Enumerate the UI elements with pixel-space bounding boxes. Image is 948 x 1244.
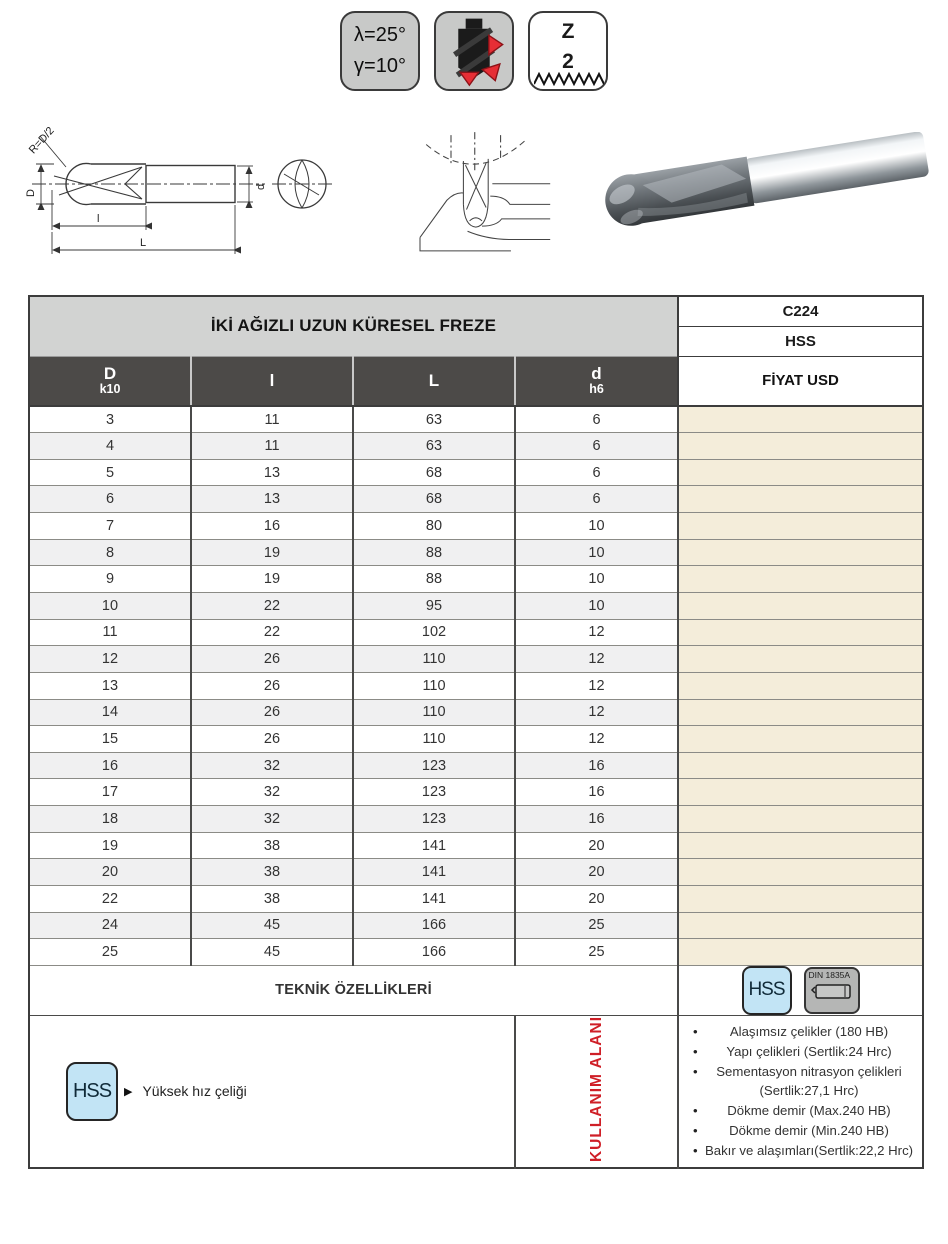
size-cell: 45 [191, 912, 353, 939]
table-row [29, 699, 923, 726]
table-row [29, 939, 923, 966]
size-cell: 9 [29, 566, 191, 593]
end-mill-line-drawing [20, 126, 338, 266]
size-cell: 13 [29, 672, 191, 699]
flute-count-badge [528, 11, 608, 91]
size-cell: 80 [353, 513, 515, 540]
price-cell [678, 433, 923, 460]
size-cell: 166 [353, 912, 515, 939]
usage-list [679, 1016, 922, 1167]
machining-sketch [406, 130, 558, 254]
size-cell: 10 [29, 592, 191, 619]
price-cell [678, 592, 923, 619]
size-cell: 12 [515, 699, 678, 726]
size-cell: 16 [515, 806, 678, 833]
technical-properties-title: TEKNİK ÖZELLİKLERİ [29, 965, 678, 1015]
size-cell: 12 [515, 619, 678, 646]
flute-length-label: l [97, 213, 100, 225]
size-cell: 4 [29, 433, 191, 460]
table-row [29, 859, 923, 886]
price-cell [678, 726, 923, 753]
size-cell: 141 [353, 886, 515, 913]
hss-badge: HSS [66, 1062, 118, 1121]
table-row [29, 779, 923, 806]
size-cell: 20 [515, 859, 678, 886]
size-cell: 123 [353, 806, 515, 833]
table-row [29, 566, 923, 593]
size-cell: 6 [515, 406, 678, 433]
size-cell: 102 [353, 619, 515, 646]
size-cell: 6 [515, 486, 678, 513]
table-row [29, 433, 923, 460]
helix-angle-label: λ=25° [354, 24, 406, 46]
price-cell [678, 939, 923, 966]
size-cell: 16 [191, 513, 353, 540]
size-cell: 10 [515, 592, 678, 619]
product-table [28, 295, 924, 1169]
hss-definition-cell [29, 1015, 515, 1167]
size-cell: 6 [515, 459, 678, 486]
table-row [29, 406, 923, 433]
size-cell: 123 [353, 752, 515, 779]
size-cell: 12 [29, 646, 191, 673]
table-row [29, 832, 923, 859]
size-cell: 10 [515, 513, 678, 540]
size-cell: 10 [515, 539, 678, 566]
size-cell: 88 [353, 566, 515, 593]
table-row [29, 726, 923, 753]
size-cell: 25 [515, 939, 678, 966]
size-cell: 13 [191, 459, 353, 486]
size-cell: 22 [191, 592, 353, 619]
size-cell: 6 [29, 486, 191, 513]
size-cell: 166 [353, 939, 515, 966]
size-cell: 38 [191, 859, 353, 886]
size-cell: 16 [29, 752, 191, 779]
size-cell: 17 [29, 779, 191, 806]
size-cell: 26 [191, 726, 353, 753]
hss-description: Yüksek hız çeliği [142, 1083, 247, 1100]
usage-item: • Yapı çelikleri (Sertlik:24 Hrc) [693, 1042, 914, 1062]
milling-direction-icon [434, 11, 514, 91]
table-row [29, 912, 923, 939]
size-cell: 14 [29, 699, 191, 726]
table-row [29, 459, 923, 486]
size-cell: 12 [515, 646, 678, 673]
size-cell: 12 [515, 726, 678, 753]
usage-item: • Dökme demir (Min.240 HB) [693, 1121, 914, 1141]
size-cell: 95 [353, 592, 515, 619]
table-row [29, 592, 923, 619]
table-row [29, 486, 923, 513]
price-cell [678, 699, 923, 726]
flute-letter: Z [561, 20, 575, 43]
size-cell: 13 [191, 486, 353, 513]
size-cell: 25 [515, 912, 678, 939]
product-photo [576, 132, 938, 256]
size-cell: 32 [191, 806, 353, 833]
dimension-drawing [20, 126, 338, 266]
price-cell [678, 672, 923, 699]
size-cell: 63 [353, 406, 515, 433]
product-material: HSS [678, 326, 923, 356]
size-cell: 141 [353, 832, 515, 859]
ball-nose-end-mill-photo [576, 132, 938, 256]
flute-count: 2 [562, 50, 574, 74]
product-title: İKİ AĞIZLI UZUN KÜRESEL FREZE [29, 296, 678, 356]
price-column-header: FİYAT USD [678, 356, 923, 406]
size-cell: 25 [29, 939, 191, 966]
size-cell: 6 [515, 433, 678, 460]
col-header-D: D k10 [29, 356, 191, 406]
size-cell: 38 [191, 886, 353, 913]
price-cell [678, 619, 923, 646]
price-cell [678, 566, 923, 593]
size-cell: 20 [515, 886, 678, 913]
size-cell: 110 [353, 726, 515, 753]
plunge-milling-icon [437, 14, 511, 88]
size-cell: 22 [29, 886, 191, 913]
hss-material-badge: HSS [742, 966, 792, 1015]
usage-item: • Dökme demir (Max.240 HB) [693, 1101, 914, 1121]
size-cell: 22 [191, 619, 353, 646]
price-cell [678, 806, 923, 833]
size-cell: 110 [353, 646, 515, 673]
price-cell [678, 912, 923, 939]
size-cell: 88 [353, 539, 515, 566]
product-code: C224 [678, 296, 923, 326]
usage-item: • Sementasyon nitrasyon çelikleri (Sertlik:27,1 Hrc) [693, 1062, 914, 1102]
price-cell [678, 513, 923, 540]
size-table-body [29, 406, 923, 965]
size-cell: 11 [191, 406, 353, 433]
usage-item: • Bakır ve alaşımları(Sertlik:22,2 Hrc) [693, 1141, 914, 1161]
usage-item: • Alaşımsız çelikler (180 HB) [693, 1022, 914, 1042]
size-cell: 18 [29, 806, 191, 833]
size-cell: 141 [353, 859, 515, 886]
size-cell: 10 [515, 566, 678, 593]
size-cell: 19 [191, 566, 353, 593]
table-row [29, 672, 923, 699]
price-cell [678, 779, 923, 806]
size-cell: 26 [191, 699, 353, 726]
price-cell [678, 886, 923, 913]
cutting-angles-badge [340, 11, 420, 91]
usage-area-label: KULLANIM ALANI [587, 1016, 605, 1163]
size-cell: 7 [29, 513, 191, 540]
rake-angle-label: γ=10° [354, 55, 406, 77]
size-cell: 68 [353, 459, 515, 486]
price-cell [678, 859, 923, 886]
size-cell: 45 [191, 939, 353, 966]
size-cell: 11 [191, 433, 353, 460]
col-header-L: L [353, 356, 515, 406]
arrow-right-icon: ▶ [124, 1085, 133, 1098]
application-drawing [406, 130, 558, 254]
usage-area-cell [515, 1015, 678, 1167]
size-cell: 16 [515, 779, 678, 806]
size-cell: 5 [29, 459, 191, 486]
size-cell: 32 [191, 779, 353, 806]
din-standard-badge [804, 967, 860, 1014]
price-cell [678, 752, 923, 779]
size-cell: 68 [353, 486, 515, 513]
size-cell: 24 [29, 912, 191, 939]
size-cell: 12 [515, 672, 678, 699]
size-cell: 19 [191, 539, 353, 566]
price-cell [678, 646, 923, 673]
table-row [29, 886, 923, 913]
price-cell [678, 459, 923, 486]
price-cell [678, 486, 923, 513]
table-row [29, 806, 923, 833]
shank-diameter-label: d [255, 183, 267, 190]
col-header-l: l [191, 356, 353, 406]
usage-materials-cell [678, 1015, 923, 1167]
size-cell: 26 [191, 672, 353, 699]
size-cell: 16 [515, 752, 678, 779]
capability-icon-row [0, 11, 948, 91]
size-cell: 26 [191, 646, 353, 673]
size-cell: 123 [353, 779, 515, 806]
size-cell: 38 [191, 832, 353, 859]
size-cell: 110 [353, 672, 515, 699]
radius-label: R=D/2 [26, 126, 57, 157]
price-cell [678, 832, 923, 859]
table-row [29, 539, 923, 566]
size-cell: 8 [29, 539, 191, 566]
size-cell: 15 [29, 726, 191, 753]
table-row [29, 513, 923, 540]
size-cell: 11 [29, 619, 191, 646]
technical-badges-cell [678, 965, 923, 1015]
size-cell: 63 [353, 433, 515, 460]
price-cell [678, 539, 923, 566]
size-cell: 110 [353, 699, 515, 726]
shank-type-icon [809, 980, 855, 1004]
size-cell: 20 [515, 832, 678, 859]
table-row [29, 646, 923, 673]
din-standard-label: DIN 1835A [808, 969, 851, 980]
overall-length-label: L [140, 237, 147, 249]
zigzag-icon [534, 72, 604, 86]
size-cell: 3 [29, 406, 191, 433]
diameter-label: D [25, 189, 37, 197]
size-cell: 20 [29, 859, 191, 886]
size-cell: 19 [29, 832, 191, 859]
col-header-d: d h6 [515, 356, 678, 406]
column-header-row [29, 356, 923, 406]
price-cell [678, 406, 923, 433]
table-row [29, 752, 923, 779]
size-cell: 32 [191, 752, 353, 779]
table-row [29, 619, 923, 646]
